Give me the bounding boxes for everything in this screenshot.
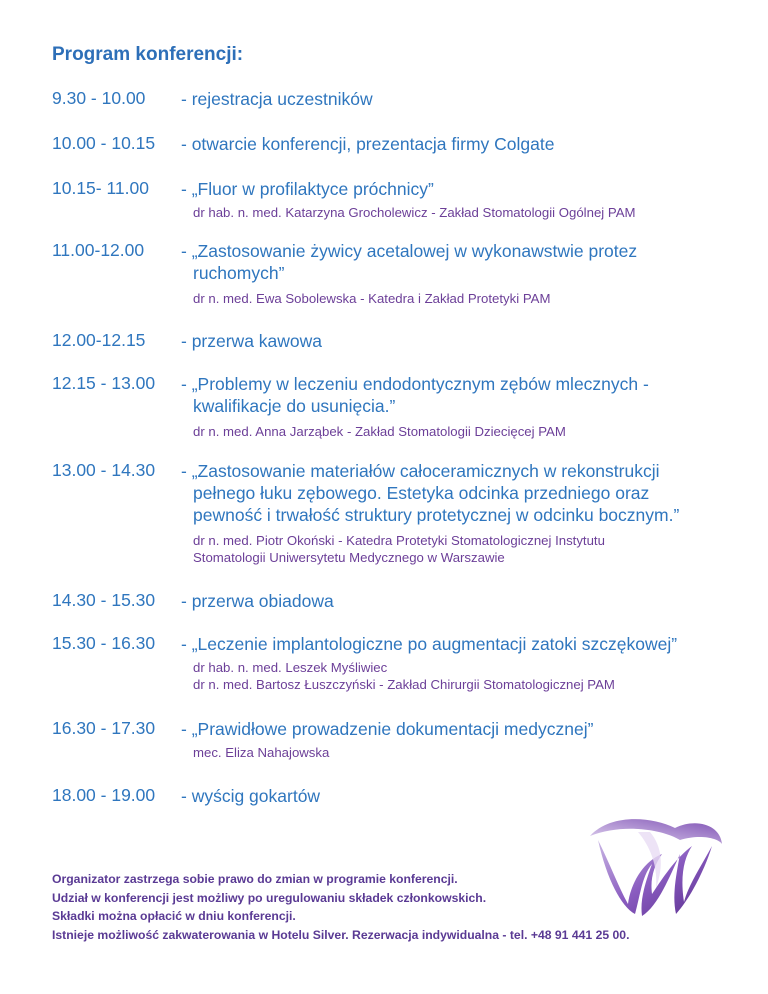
program-title <box>181 785 751 807</box>
program-title <box>181 633 751 655</box>
program-time: 14.30 - 15.30 <box>52 590 156 610</box>
program-title <box>181 590 751 612</box>
program-title-line: kwalifikacje do usunięcia.” <box>193 396 396 416</box>
program-title <box>181 718 751 740</box>
page-title: Program konferencji: <box>52 44 244 65</box>
program-title <box>181 330 751 352</box>
program-title-line: - przerwa kawowa <box>181 331 323 351</box>
tooth-logo-icon <box>580 806 725 921</box>
footer-line: Istnieje możliwość zakwaterowania w Hotelu Silver. Rezerwacja indywidualna - tel. +48 91 441 25 00. <box>52 927 630 942</box>
program-time: 10.00 - 10.15 <box>52 133 156 153</box>
program-title-line: - „Leczenie implantologiczne po augmentacji zatoki szczękowej” <box>181 634 678 654</box>
program-title-line: - „Zastosowanie materiałów całoceramicznych w rekonstrukcji <box>181 461 660 481</box>
program-time: 10.15- 11.00 <box>52 178 149 198</box>
speaker-line: dr hab. n. med. Katarzyna Grocholewicz - Zakład Stomatologii Ogólnej PAM <box>193 205 636 220</box>
program-speaker <box>193 532 753 566</box>
program-title-line: pełnego łuku zębowego. Estetyka odcinka przedniego oraz <box>193 483 650 503</box>
speaker-line: dr hab. n. med. Leszek Myśliwiec <box>193 660 388 675</box>
speaker-line: mec. Eliza Nahajowska <box>193 745 330 760</box>
program-time: 16.30 - 17.30 <box>52 718 156 738</box>
program-time: 12.00-12.15 <box>52 330 146 350</box>
program-title-line: ruchomych” <box>193 263 285 283</box>
program-title-line: - „Fluor w profilaktyce próchnicy” <box>181 179 434 199</box>
program-title-line: - „Prawidłowe prowadzenie dokumentacji medycznej” <box>181 719 594 739</box>
footer-line: Udział w konferencji jest możliwy po uregulowaniu składek członkowskich. <box>52 890 487 905</box>
program-time: 11.00-12.00 <box>52 240 145 260</box>
program-title <box>181 240 751 284</box>
footer-line: Składki można opłacić w dniu konferencji. <box>52 909 296 923</box>
speaker-line: dr n. med. Piotr Okoński - Katedra Protetyki Stomatologicznej Instytutu <box>193 533 605 548</box>
speaker-line: dr n. med. Anna Jarząbek - Zakład Stomatologii Dziecięcej PAM <box>193 424 566 439</box>
program-title-line: pewność i trwałość struktury protetycznej w odcinku bocznym.” <box>193 505 680 525</box>
program-title-line: - otwarcie konferencji, prezentacja firmy Colgate <box>181 134 555 154</box>
program-time: 15.30 - 16.30 <box>52 633 156 653</box>
program-time: 9.30 - 10.00 <box>52 88 146 108</box>
program-title <box>181 178 751 200</box>
speaker-line: Stomatologii Uniwersytetu Medycznego w Warszawie <box>193 550 505 565</box>
program-speaker <box>193 204 753 221</box>
program-time: 13.00 - 14.30 <box>52 460 156 480</box>
program-speaker <box>193 659 753 693</box>
program-title <box>181 460 751 526</box>
program-speaker <box>193 290 753 307</box>
program-title-line: - „Zastosowanie żywicy acetalowej w wykonawstwie protez <box>181 241 638 261</box>
footer-line: Organizator zastrzega sobie prawo do zmian w programie konferencji. <box>52 872 458 886</box>
program-title <box>181 88 751 110</box>
speaker-line: dr n. med. Bartosz Łuszczyński - Zakład Chirurgii Stomatologicznej PAM <box>193 677 615 692</box>
speaker-line: dr n. med. Ewa Sobolewska - Katedra i Zakład Protetyki PAM <box>193 291 551 306</box>
program-title-line: - „Problemy w leczeniu endodontycznym zębów mlecznych - <box>181 374 649 394</box>
program-time: 18.00 - 19.00 <box>52 785 156 805</box>
program-speaker <box>193 423 753 440</box>
program-title <box>181 133 751 155</box>
program-speaker <box>193 744 753 761</box>
program-title-line: - przerwa obiadowa <box>181 591 334 611</box>
program-title-line: - wyścig gokartów <box>181 786 321 806</box>
program-title-line: - rejestracja uczestników <box>181 89 373 109</box>
program-time: 12.15 - 13.00 <box>52 373 156 393</box>
program-title <box>181 373 751 417</box>
